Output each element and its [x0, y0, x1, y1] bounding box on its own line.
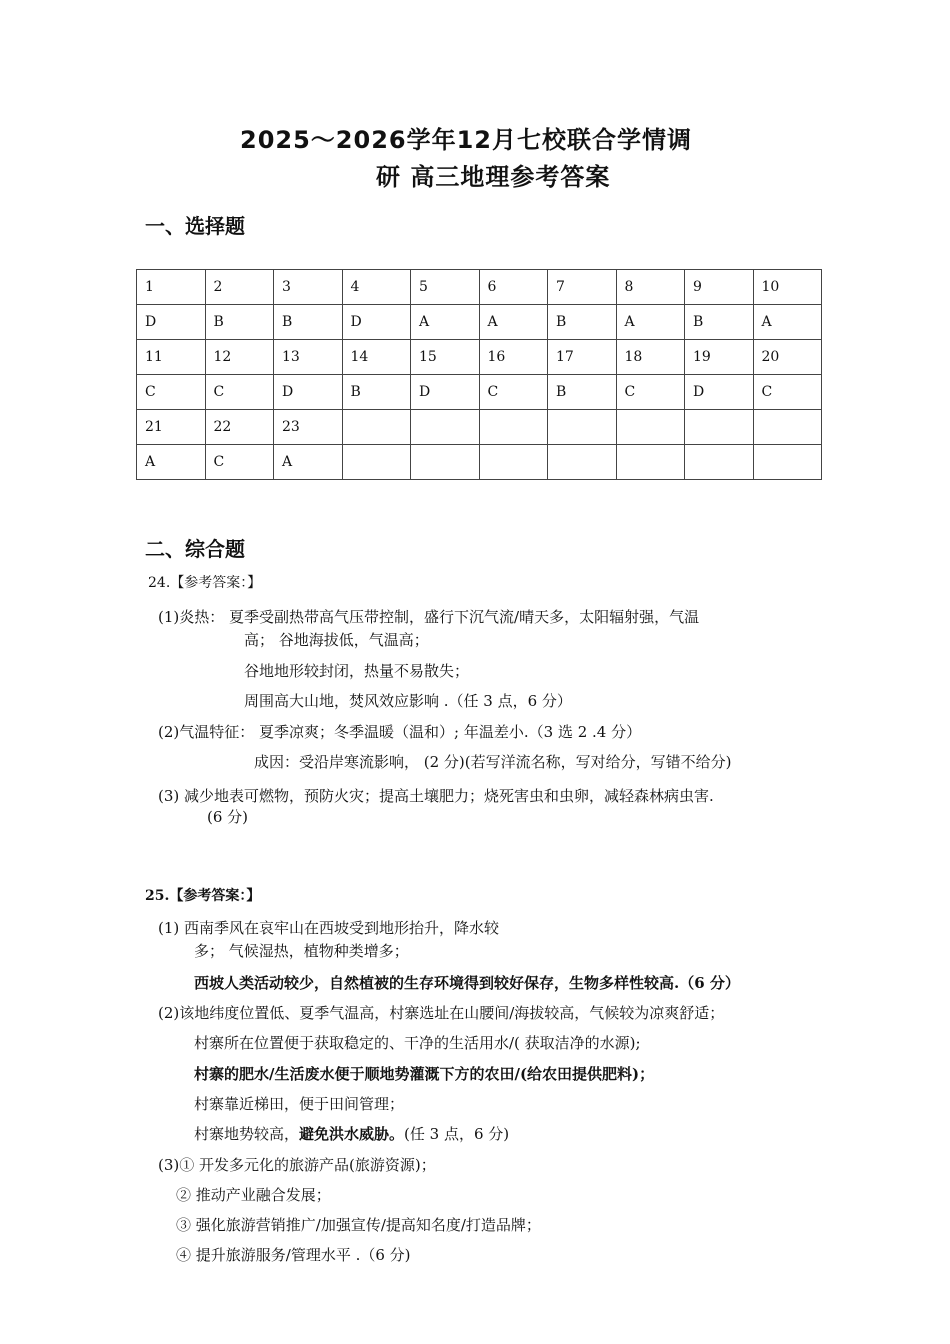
- answer-cell: A: [274, 445, 343, 480]
- answer-cell: D: [411, 375, 480, 410]
- answer-cell: C: [616, 375, 685, 410]
- q25-p3-line1: (3)① 开发多元化的旅游产品(旅游资源)；: [158, 1156, 436, 1174]
- question-number-cell: 21: [137, 410, 206, 445]
- question-number-cell: [616, 410, 685, 445]
- question-number-cell: 7: [548, 270, 617, 305]
- answer-cell: [753, 445, 822, 480]
- answer-cell: D: [137, 305, 206, 340]
- question-number-cell: 23: [274, 410, 343, 445]
- question-number-cell: 5: [411, 270, 480, 305]
- q24-p1-line3: 谷地地形较封闭，热量不易散失；: [244, 662, 470, 680]
- q24-label: 24.【参考答案：】: [148, 575, 262, 591]
- q24-p1-line1: (1)炎热： 夏季受副热带高气压带控制，盛行下沉气流/晴天多，太阳辐射强，气温: [158, 608, 700, 626]
- question-number-row: [137, 410, 822, 445]
- answer-cell: C: [479, 375, 548, 410]
- answer-row: [137, 305, 822, 340]
- answer-cell: [411, 445, 480, 480]
- section-heading-choice: 一、选择题: [145, 214, 245, 238]
- q24-p3-line1: (3) 减少地表可燃物，预防火灾；提高土壤肥力；烧死害虫和虫卵，减轻森林病虫害.: [158, 787, 714, 805]
- question-number-cell: [342, 410, 411, 445]
- answer-cell: A: [137, 445, 206, 480]
- q25-p2-line5: [194, 1123, 509, 1144]
- q25-p2-line5a: 村寨地势较高，: [194, 1125, 300, 1143]
- answer-table: [136, 269, 822, 480]
- question-number-cell: 1: [137, 270, 206, 305]
- page-title-line1: 2025～2026学年12月七校联合学情调: [240, 126, 692, 154]
- question-number-row: [137, 340, 822, 375]
- answer-cell: [685, 445, 754, 480]
- section-heading-comprehensive: 二、综合题: [145, 537, 245, 561]
- question-number-cell: 19: [685, 340, 754, 375]
- q24-p2-line1: (2)气温特征： 夏季凉爽；冬季温暖（温和）; 年温差小.（3 选 2 .4 分）: [158, 723, 642, 741]
- q25-p3-line3: ③ 强化旅游营销推广/加强宣传/提高知名度/打造品牌；: [176, 1216, 541, 1234]
- question-number-cell: 11: [137, 340, 206, 375]
- q25-p1-line3: 西坡人类活动较少，自然植被的生存环境得到较好保存，生物多样性较高.（6 分）: [194, 974, 740, 992]
- answer-cell: B: [548, 305, 617, 340]
- answer-cell: C: [753, 375, 822, 410]
- answer-cell: D: [342, 305, 411, 340]
- question-number-cell: 16: [479, 340, 548, 375]
- question-number-cell: 22: [205, 410, 274, 445]
- question-number-cell: 17: [548, 340, 617, 375]
- question-number-cell: 18: [616, 340, 685, 375]
- answer-cell: B: [205, 305, 274, 340]
- answer-cell: B: [274, 305, 343, 340]
- answer-cell: B: [342, 375, 411, 410]
- q25-p2-line5b: 避免洪水威胁。: [299, 1125, 405, 1143]
- answer-cell: [342, 445, 411, 480]
- q25-p3-line4: ④ 提升旅游服务/管理水平 .（6 分): [176, 1246, 411, 1264]
- answer-cell: C: [137, 375, 206, 410]
- answer-cell: [548, 445, 617, 480]
- answer-cell: [479, 445, 548, 480]
- question-number-cell: [753, 410, 822, 445]
- question-number-cell: 6: [479, 270, 548, 305]
- q24-p3-line2: (6 分): [207, 808, 249, 826]
- answer-row: [137, 375, 822, 410]
- question-number-cell: 20: [753, 340, 822, 375]
- q25-p2-line5c: (任 3 点，6 分): [404, 1125, 510, 1143]
- answer-cell: B: [685, 305, 754, 340]
- question-number-cell: 3: [274, 270, 343, 305]
- question-number-cell: 8: [616, 270, 685, 305]
- question-number-cell: 15: [411, 340, 480, 375]
- answer-cell: A: [411, 305, 480, 340]
- answer-cell: D: [274, 375, 343, 410]
- answer-cell: C: [205, 375, 274, 410]
- answer-cell: A: [616, 305, 685, 340]
- answer-cell: A: [479, 305, 548, 340]
- question-number-cell: 10: [753, 270, 822, 305]
- page-title-line2: 研 高三地理参考答案: [376, 163, 611, 191]
- q25-p3-line2: ② 推动产业融合发展；: [176, 1186, 331, 1204]
- question-number-cell: 4: [342, 270, 411, 305]
- question-number-cell: [411, 410, 480, 445]
- question-number-cell: 14: [342, 340, 411, 375]
- q25-p1-line1: (1) 西南季风在哀牢山在西坡受到地形抬升，降水较: [158, 919, 500, 937]
- question-number-cell: 13: [274, 340, 343, 375]
- q24-p2-line2: 成因：受沿岸寒流影响， (2 分)(若写洋流名称，写对给分，写错不给分): [254, 753, 732, 771]
- answer-row: [137, 445, 822, 480]
- q25-p2-line2: 村寨所在位置便于获取稳定的、干净的生活用水/( 获取洁净的水源);: [194, 1034, 641, 1052]
- question-number-cell: 12: [205, 340, 274, 375]
- answer-cell: B: [548, 375, 617, 410]
- question-number-cell: [548, 410, 617, 445]
- q24-p1-line2: 高； 谷地海拔低，气温高；: [244, 631, 429, 649]
- question-number-cell: [479, 410, 548, 445]
- question-number-cell: 9: [685, 270, 754, 305]
- q25-p2-line4: 村寨靠近梯田，便于田间管理；: [194, 1095, 405, 1113]
- question-number-row: [137, 270, 822, 305]
- q25-p2-line3: 村寨的肥水/生活废水便于顺地势灌溉下方的农田/(给农田提供肥料)；: [194, 1065, 655, 1083]
- q25-p2-line1: (2)该地纬度位置低、夏季气温高，村寨选址在山腰间/海拔较高，气候较为凉爽舒适；: [158, 1004, 725, 1022]
- q24-p1-line4: 周围高大山地，焚风效应影响 .（任 3 点，6 分）: [244, 692, 572, 710]
- answer-cell: D: [685, 375, 754, 410]
- answer-cell: A: [753, 305, 822, 340]
- answer-cell: C: [205, 445, 274, 480]
- question-number-cell: [685, 410, 754, 445]
- q25-p1-line2: 多； 气候湿热，植物种类增多；: [194, 942, 409, 960]
- question-number-cell: 2: [205, 270, 274, 305]
- answer-cell: [616, 445, 685, 480]
- q25-label: 25.【参考答案：】: [145, 888, 261, 904]
